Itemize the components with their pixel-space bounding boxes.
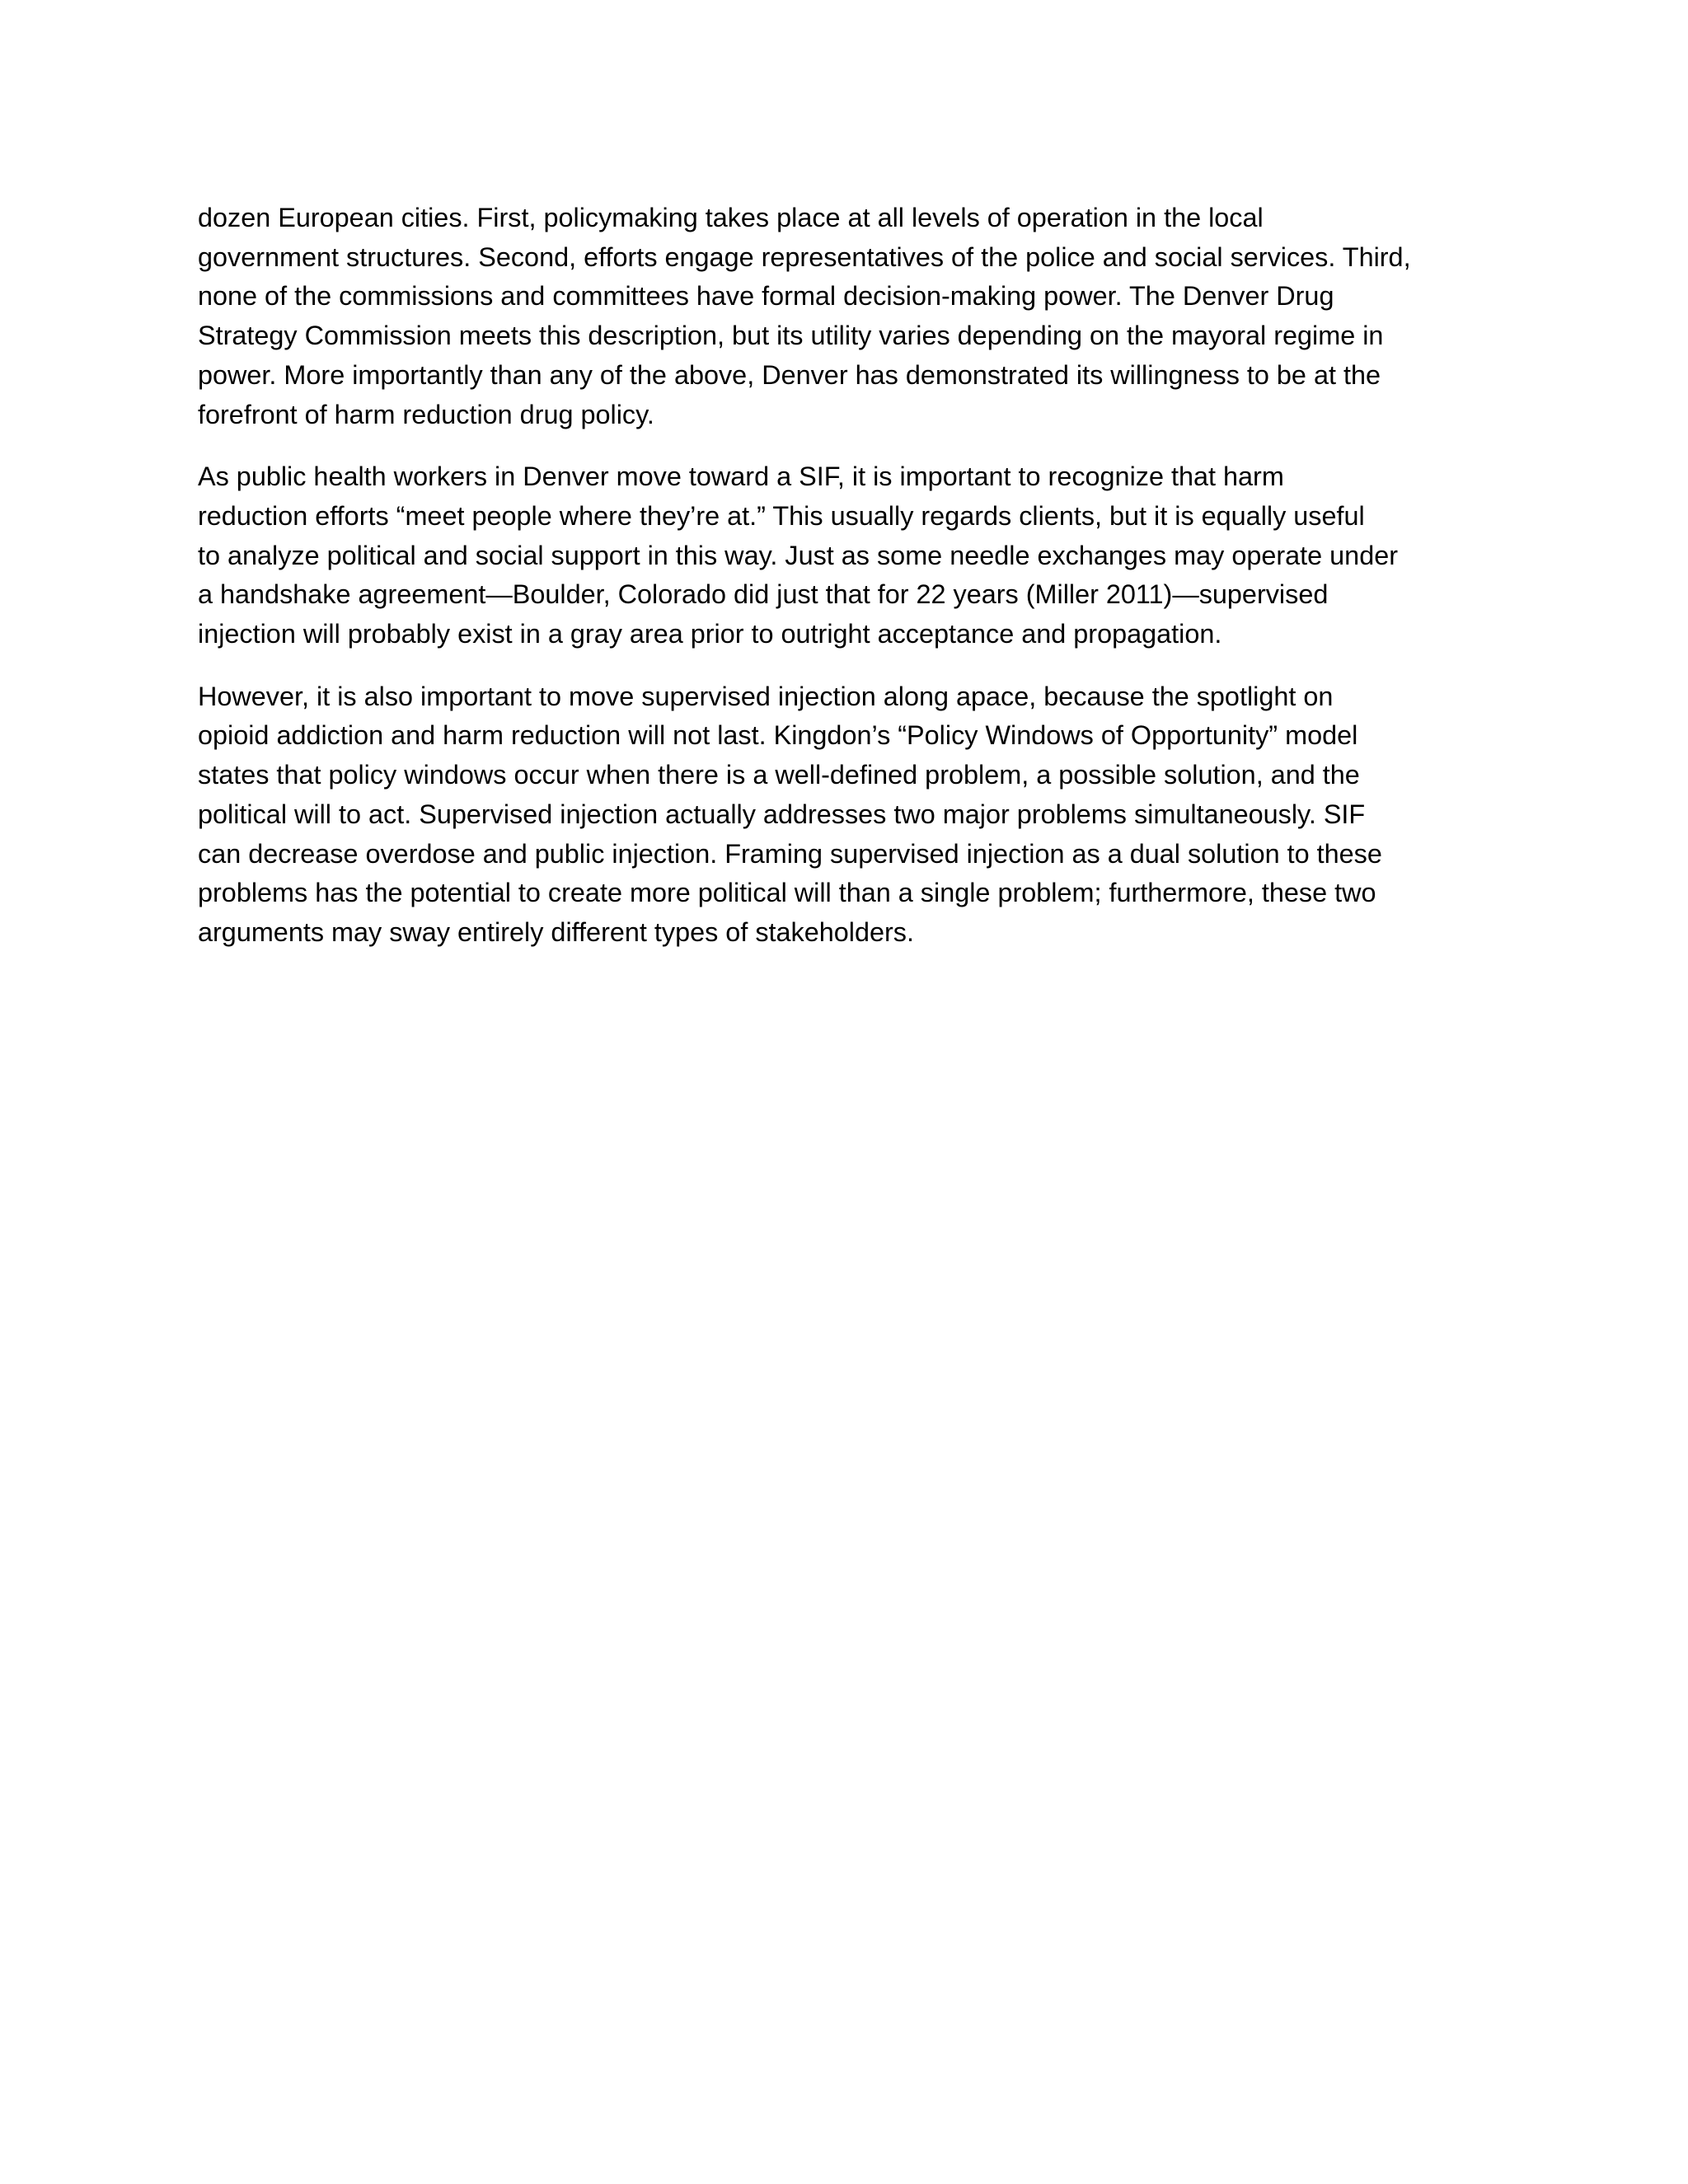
text-line: Strategy Commission meets this description, but its utility varies depending on the mayoral regime in [198,321,1384,351]
text-line: problems has the potential to create more political will than a single problem; furthermore, these two [198,878,1376,908]
text-line: to analyze political and social support in this way. Just as some needle exchanges may operate under [198,540,1399,570]
text-line: As public health workers in Denver move toward a SIF, it is important to recognize that harm [198,462,1284,492]
text-line: forefront of harm reduction drug policy. [198,399,654,429]
paragraph [198,457,1496,654]
paragraph [198,677,1496,953]
text-line: political will to act. Supervised injection actually addresses two major problems simultaneously. SIF [198,799,1366,829]
paragraph [198,199,1496,434]
text-line: opioid addiction and harm reduction will not last. Kingdon’s “Policy Windows of Opportunity” model [198,720,1358,751]
text-line: reduction efforts “meet people where they’re at.” This usually regards clients, but it is equally useful [198,500,1365,531]
text-line: power. More importantly than any of the above, Denver has demonstrated its willingness to be at the [198,359,1381,390]
text-line: a handshake agreement—Boulder, Colorado did just that for 22 years (Miller 2011)—supervised [198,579,1329,610]
text-line: arguments may sway entirely different types of stakeholders. [198,916,914,947]
text-line: injection will probably exist in a gray area prior to outright acceptance and propagation. [198,619,1222,649]
text-line: states that policy windows occur when there is a well-defined problem, a possible solution, and the [198,760,1360,790]
text-line: However, it is also important to move supervised injection along apace, because the spotlight on [198,681,1334,711]
text-line: government structures. Second, efforts engage representatives of the police and social services. Third, [198,241,1411,272]
text-line: can decrease overdose and public injection. Framing supervised injection as a dual solution to these [198,838,1382,869]
text-line: dozen European cities. First, policymaking takes place at all levels of operation in the local [198,203,1264,232]
text-line: none of the commissions and committees have formal decision-making power. The Denver Drug [198,281,1334,312]
document-body [198,199,1496,976]
